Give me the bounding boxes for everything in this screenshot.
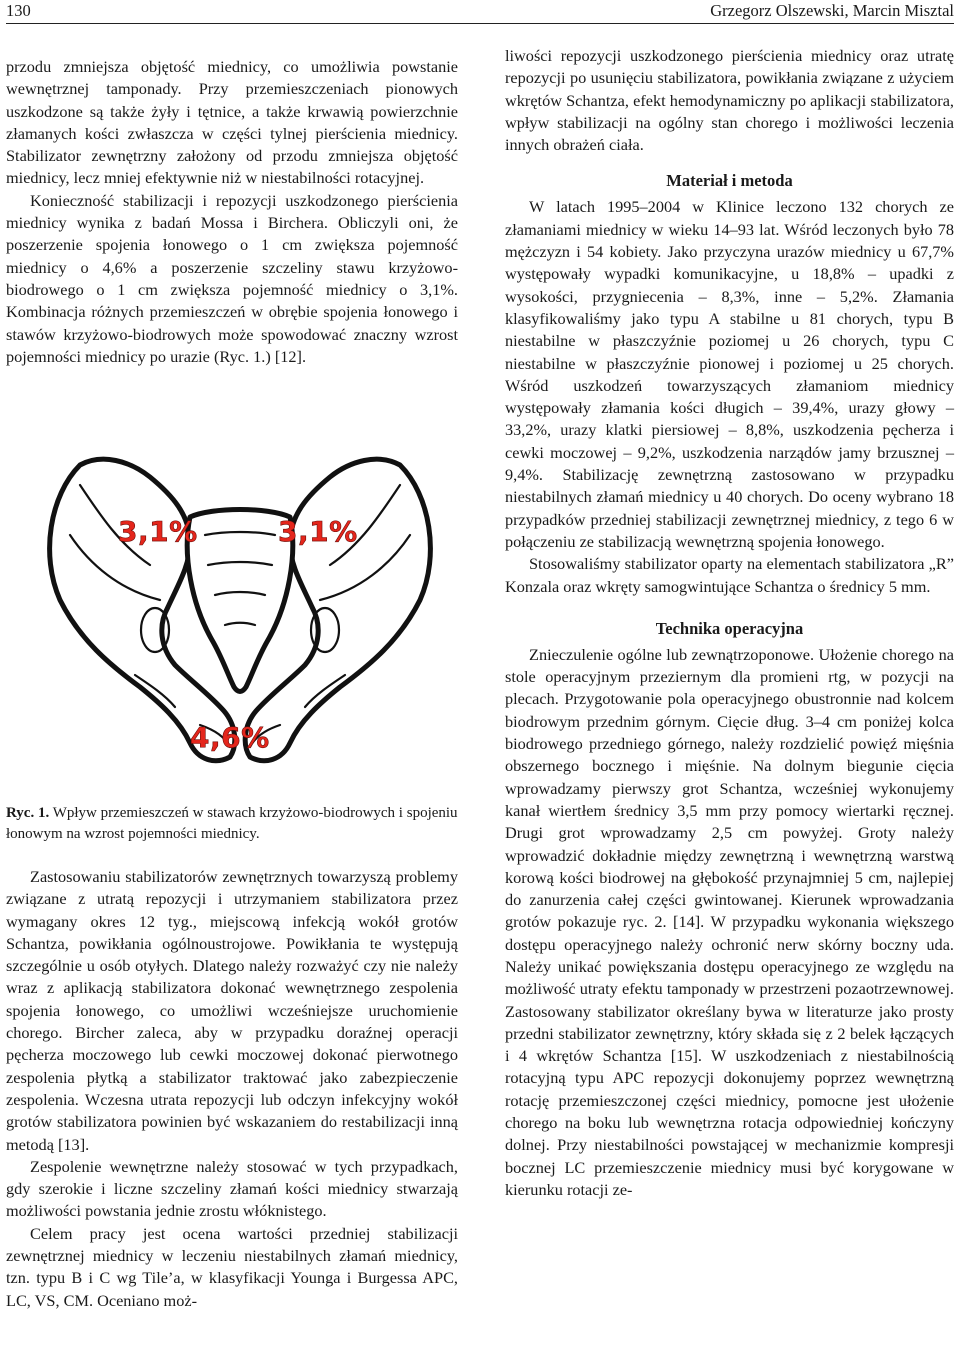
section-heading-technique: Technika operacyjna: [655, 618, 804, 638]
pelvis-illustration: [40, 425, 440, 770]
paragraph: liwości repozycji uszkodzonego pierścienia miednicy oraz utratę repozycji po usunięciu stabilizatora, powikłania związane z użyciem wkrętów Schantza, efekt hemodynamiczny po aplikacji stabilizatora, wpływ stabilizacji na ogólny stan chorego i możliwości leczenia innych obrażeń ciała.: [505, 46, 954, 155]
caption-text: Wpływ przemieszczeń w stawach krzyżowo-biodrowych i spojeniu łonowym na wzrost pojemności miednicy.: [6, 805, 458, 842]
label-pubic-symphysis: 4,6%: [190, 721, 270, 754]
paragraph: Stosowaliśmy stabilizator oparty na elementach stabilizatora „R” Konzala oraz wkręty samogwintujące Schantza o średnicy 5 mm.: [505, 554, 954, 596]
paragraph: Konieczność stabilizacji i repozycji uszkodzonego pierścienia miednicy wynika z badań Mossa i Birchera. Obliczyli oni, że poszerzenie spojenia łonowego o 1 cm zwiększa pojemność miednicy o 4,6% a poszerzenie szczeliny stawu krzyżowo-biodrowego o 1 cm zwiększa pojemność miednicy o 3,1%. Kombinacja różnych przemieszczeń w obrębie spojenia łonowego i stawów krzyżowo-biodrowych może spowodować znaczny wzrost pojemności miednicy po urazie (Ryc. 1.) [12].: [6, 190, 458, 366]
left-column-bottom: [6, 866, 458, 1312]
paragraph: Zastosowaniu stabilizatorów zewnętrznych towarzyszą problemy związane z utratą repozycji i utrzymaniem stabilizatora przez wymagany okres 12 tyg., miejscową infekcją wokół grotów Schantza, powikłania ogólnoustrojowe. Powikłania te występują szczególnie u osób otyłych. Dlatego należy rozważyć czy nie należy wraz z aplikacją stabilizatora dokonać wewnętrznego zespolenia spojenia łonowego, co umożliwi wcześniejsze uruchomienie chorego. Bircher zaleca, aby w przypadku doraźnej operacji pęcherza moczowego lub cewki moczowej dokonać pierwotnego zespolenia płytką a stabilizator traktować jako zabezpieczenie zespolenia. Wczesna utrata repozycji lub odczyn infekcyjny wokół grotów stabilizatora powinien być wskazaniem do restabilizacji inną metodą [13].: [6, 867, 458, 1154]
page-number: 130: [6, 1, 31, 20]
label-right-sacroiliac: 3,1%: [278, 515, 358, 548]
caption-label: Ryc. 1.: [6, 805, 50, 821]
label-left-sacroiliac: 3,1%: [118, 515, 198, 548]
left-column-top: [6, 56, 458, 368]
header-rule: [6, 23, 954, 24]
paragraph: Celem pracy jest ocena wartości przedniej stabilizacji zewnętrznej miednicy w leczeniu niestabilnych złamań miednicy, tzn. typu B i C wg Tile’a, w klasyfikacji Younga i Burgessa APC, LC, VS, CM. Oceniano moż-: [6, 1223, 458, 1310]
section-heading-material: Materiał i metoda: [666, 171, 793, 191]
paragraph: przodu zmniejsza objętość miednicy, co umożliwia powstanie wewnętrznej tamponady. Przy przemieszczeniach pionowych uszkodzone są także żyły i tętnice, a także krwawią powierzchnie złamanych kości zwłaszcza w części tylnej pierścienia miednicy. Stabilizator zewnętrzny założony od przodu zmniejsza objętość miednicy, lecz mniej efektywnie niż w niestabilności rotacyjnej.: [6, 57, 458, 188]
paragraph: Znieczulenie ogólne lub zewnątrzoponowe. Ułożenie chorego na stole operacyjnym przeziernym dla promieni rtg, w pozycji na plecach. Przygotowanie pola operacyjnego obustronnie nad kolcem biodrowym przednim górnym. Cięcie dług. 3–4 cm poniżej kolca biodrowego przedniego górnego, należy rozdzielić powięź mięśnia obszernego bocznego i mięśnie. Na dolnym biegunie cięcia wprowadzamy pierwszy grot Schantza, wcześniej wykonujemy kanał wiertłem średnicy 3,5 mm przy pomocy wiertarki ręcznej. Drugi grot wprowadzamy 2,5 cm powyżej. Groty należy wprowadzić dokładnie między zewnętrzną i wewnętrzną warstwą korową kości biodrowej na głębokość przynajmniej 5 cm, najlepiej do zanurzenia całej części gwintowanej. Kierunek wprowadzania grotów pokazuje ryc. 2. [14]. W przypadku wykonania większego dostępu operacyjnego należy ochronić nerw skórny boczny uda. Należy unikać powiększania dostępu operacyjnego ze względu na możliwość utraty efektu tamponady w przestrzeni pozaotrzewnowej. Zastosowany stabilizator określany bywa w literaturze jako prosty przedni stabilizator zewnętrzny, który składa się z 2 belek łączących i 4 wkrętów Schantza [15]. W uszkodzeniach z niestabilnością rotacyjną typu APC repozycji dokonujemy poprzez wewnętrzną rotację przemieszczonej części miednicy, pomocne jest ułożenie chorego na boku lub wewnętrzna rotacja odpowiedniej kończyny dolnej. Przy niestabilności powstającej w mechanizmie kompresji bocznej LC przemieszczenie miednicy musi być korygowane w kierunku rotacji ze-: [505, 644, 954, 1199]
pelvis-figure: [40, 425, 440, 770]
running-authors: Grzegorz Olszewski, Marcin Misztal: [710, 1, 954, 20]
paragraph: W latach 1995–2004 w Klinice leczono 132 chorych ze złamaniami miednicy w wieku 14–93 lat. Wśród leczonych było 78 mężczyzn i 54 kobiety. Jako przyczyna urazów miednicy u 67,7% występowały wypadki komunikacyjne, u 18,8% – upadki z wysokości, przygniecenia – 8,3%, inne – 5,2%. Złamania klasyfikowaliśmy jako typu A stabilne u 81 chorych, typu B niestabilne w płaszczyźnie poziomej u 26 chorych, typu C niestabilne w płaszczyźnie pionowej i poziomej u 25 chorych. Wśród uszkodzeń towarzyszących złamaniom miednicy występowały złamania kości długich – 39,4%, urazy głowy – 33,2%, urazy klatki piersiowej – 8,8%, uszkodzenia pęcherza i cewki moczowej – 9,2%, uszkodzenia narządów jamy brzusznej – 9,4%. Stabilizację zewnętrzną zastosowano w przypadku niestabilnych złamań miednicy u 40 chorych. Do oceny wybrano 18 przypadków przedniej stabilizacji zewnętrznej miednicy, z tego 6 w połączeniu ze stabilizacją wewnętrzną spojenia łonowego.: [505, 197, 954, 551]
paragraph: Zespolenie wewnętrzne należy stosować w tych przypadkach, gdy szerokie i liczne szczeliny złamań kości miednicy stwarzają możliwości powstania jednie zrostu włóknistego.: [6, 1156, 458, 1221]
figure-caption: [6, 803, 458, 845]
right-column: [505, 45, 954, 1201]
